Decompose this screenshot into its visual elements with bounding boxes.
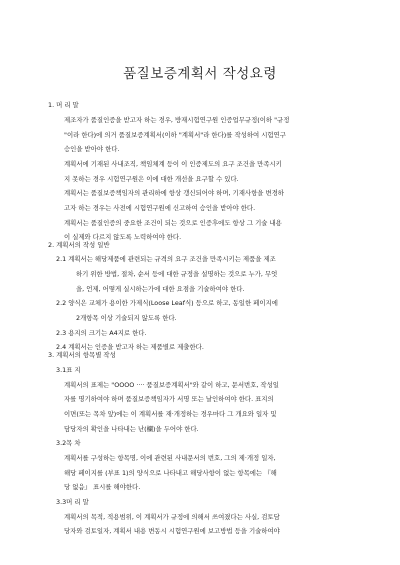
list-item-line: 하기 위한 방법, 절차, 순서 등에 대한 규정을 설명하는 것으로 누가, 무엇: [76, 270, 278, 278]
paragraph-line: 계획서를 구성하는 항목명, 이에 관련된 사내문서의 번호, 그의 제·개정 일자,: [64, 454, 276, 462]
document-title: 품질보증계획서 작성요령: [123, 66, 277, 82]
paragraph-line: 담당자의 확인을 나타내는 난(欄)을 두어야 한다.: [64, 425, 199, 433]
paragraph-line: 지 못하는 경우 시험연구원은 이에 대한 개선을 요구할 수 있다.: [64, 175, 239, 183]
subsection-heading: 3.2목 차: [56, 439, 81, 447]
paragraph-line: 이 실제와 다르지 않도록 노력하여야 한다.: [64, 233, 182, 241]
paragraph-line: 고자 하는 경우는 사전에 시험연구원에 신고하여 승인을 받아야 한다.: [64, 204, 256, 212]
paragraph-line: 당자와 검토일자, 계획서 내용 변동시 시험연구원에 보고방법 등을 기술하여야: [64, 527, 280, 535]
paragraph-line: 당 없음』 표시를 해야한다.: [64, 483, 141, 491]
paragraph-line: 승인을 받아야 한다.: [64, 145, 120, 153]
paragraph-line: 제조자가 품질인증을 받고자 하는 경우, 방재시험연구원 인증업무규정(이하 "규정: [64, 116, 290, 124]
subsection-heading: 3.1표 지: [56, 366, 81, 374]
list-item-line: 2.3 용지의 크기는 A4지로 한다.: [56, 329, 147, 337]
paragraph-line: 이면(또는 목차 앞)에는 이 계획서를 재·개정하는 경우마다 그 개요와 일자 및: [64, 410, 277, 418]
paragraph-line: 계획서는 품질보증책임자의 관리하에 항상 갱신되어야 하며, 기재사항을 변경하: [64, 189, 284, 197]
section-2-heading: 2. 계획서의 작성 일반: [48, 241, 110, 249]
paragraph-line: 계획서에 기재된 사내조직, 책임체계 등이 이 인증제도의 요구 조건을 만족시키: [64, 160, 282, 168]
list-item-line: 을, 언제, 어떻게 실시하는가에 대한 요점을 기술하여야 한다.: [76, 285, 245, 293]
list-item-line: 2개항목 이상 기술되지 않도록 한다.: [76, 314, 177, 322]
list-item-line: 2.1 계획서는 해당제품에 관련되는 규격의 요구 조건을 만족시키는 제품을 제조: [56, 255, 276, 263]
subsection-heading: 3.3머 리 말: [56, 498, 89, 506]
paragraph-line: 해당 페이지를 (부표 1)의 양식으로 나타내고 해당사항이 없는 항목에는 『해: [64, 469, 277, 477]
section-3-heading: 3. 계획서의 항목별 작성: [48, 351, 116, 359]
paragraph-line: 계획서의 목적, 적용범위, 이 계획서가 규정에 의해서 쓰여졌다는 사실, 검토담: [64, 513, 280, 521]
paragraph-line: 자를 명기하여야 하며 품질보증책임자가 서명 또는 날인하여야 한다. 표지의: [64, 395, 274, 403]
paragraph-line: 계획서의 표제는 "OOOO ···· 품질보증계획서"와 같이 하고, 문서번호, 작성일: [64, 381, 279, 389]
paragraph-line: "이라 한다)에 의거 품질보증계획서(이하 "계획서"라 한다)를 작성하여 시험연구: [64, 131, 286, 139]
list-item-line: 2.4 계획서는 인증을 받고자 하는 제품별로 제출한다.: [56, 343, 204, 351]
paragraph-line: 계획서는 품질인증의 중요한 조건이 되는 것으로 인증후에도 항상 그 기술 내용: [64, 219, 282, 227]
list-item-line: 2.2 양식은 교체가 용이한 가제식(Loose Leaf식) 등으로 하고, 동일한 페이지에: [56, 299, 278, 307]
section-1-heading: 1. 머 리 말: [48, 101, 79, 109]
